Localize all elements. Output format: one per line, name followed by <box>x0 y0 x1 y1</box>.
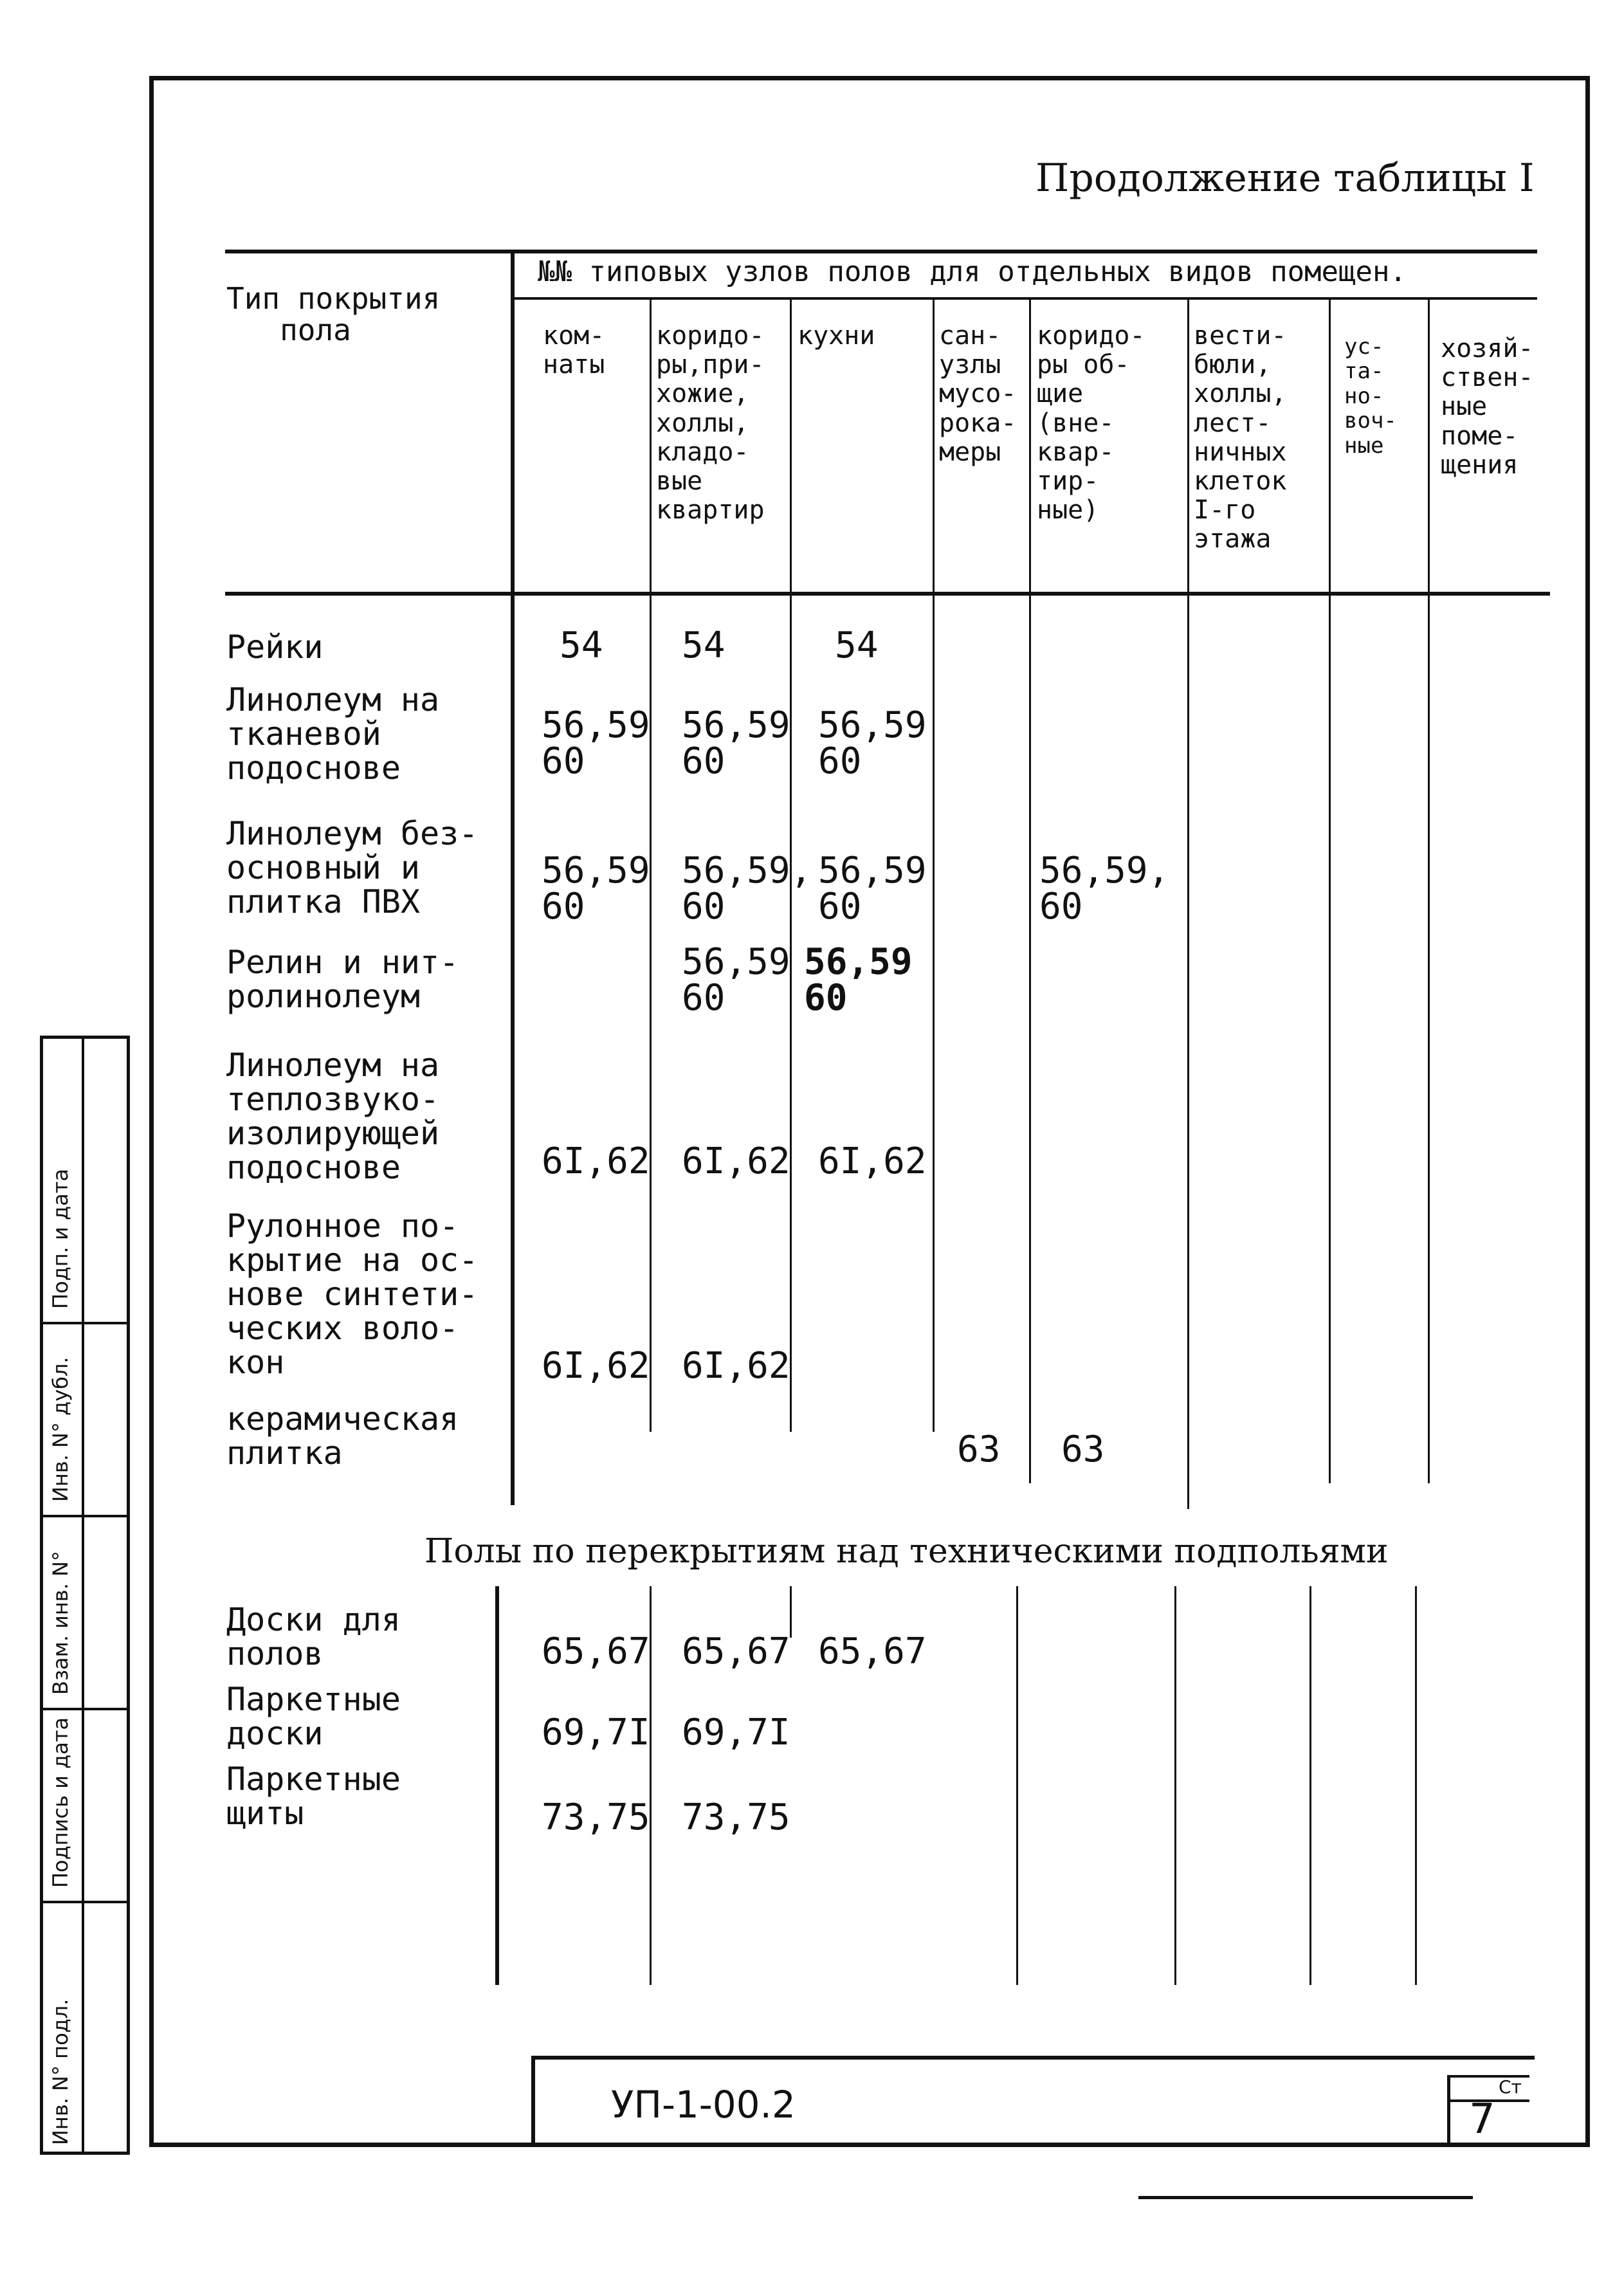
row-label: Рейки <box>226 628 324 666</box>
col-divider <box>1415 1586 1417 1985</box>
table-cell: 69,7I <box>542 1712 650 1753</box>
table-cell: 56,59 60 <box>818 704 927 782</box>
table-cell: 63 <box>957 1429 1001 1470</box>
row-label: Рулонное по- крытие на ос- нове синтети- ческих воло- кон <box>226 1207 479 1381</box>
table-cell: 73,75 <box>542 1797 650 1838</box>
col-divider <box>1016 1586 1018 1985</box>
side-stamp-label: Взам. инв. N° <box>48 1551 73 1695</box>
table-cell: 56,59 60 <box>542 704 650 782</box>
document-code: УП-1-00.2 <box>611 2083 796 2126</box>
table-cell: 73,75 <box>682 1797 790 1838</box>
group-header: №№ типовых узлов полов для отдельных видов помещен. <box>538 255 1407 288</box>
row-label: Доски для полов <box>226 1601 401 1672</box>
column-header: вести- бюли, холлы, лест- ничных клеток I-го этажа <box>1194 321 1287 554</box>
column-header: ком- наты <box>543 321 605 380</box>
group-header-rule <box>515 297 1537 300</box>
column-header: коридо- ры об- щие (вне- квар- тир- ные) <box>1037 321 1145 526</box>
table-cell: 65,67 <box>682 1631 790 1672</box>
column-header: сан- узлы мусо- рока- меры <box>939 321 1017 467</box>
table-cell: 56,59, 60 <box>1039 850 1170 928</box>
table-cell: 56,59, 60 <box>682 850 812 928</box>
side-stamp-label: Инв. N° дубл. <box>48 1357 73 1502</box>
table-cell: 69,7I <box>682 1712 790 1753</box>
col-divider <box>1187 300 1189 1509</box>
table-cell: 56,59 60 <box>682 704 790 782</box>
side-stamp-label: Подп. и дата <box>48 1169 73 1309</box>
table-cell: 6I,62 <box>542 1140 650 1182</box>
row-label: Релин и нит- ролинолеум <box>226 944 459 1015</box>
table-cell: 56,59 60 <box>804 941 913 1019</box>
row-label: Линолеум на теплозвуко- изолирующей подоснове <box>226 1047 440 1186</box>
table-cell: 6I,62 <box>682 1345 790 1387</box>
col-divider <box>1329 300 1331 1483</box>
col-divider <box>1428 300 1430 1483</box>
col-divider <box>511 251 515 1505</box>
side-stamp <box>40 1036 130 2155</box>
table-cell: 54 <box>560 625 603 666</box>
table-cell: 56,59 60 <box>542 850 650 928</box>
type-header: Тип покрытия пола <box>226 281 441 347</box>
table-cell: 54 <box>682 625 725 666</box>
col-divider <box>1174 1586 1176 1985</box>
col-divider <box>933 300 935 1432</box>
sheet-label: Ст <box>1499 2076 1522 2098</box>
row-label: Линолеум без- основный и плитка ПВХ <box>226 815 479 920</box>
table-top-rule <box>225 250 1537 253</box>
row-label: Линолеум на тканевой подоснове <box>226 681 440 787</box>
row-label: керамическая плитка <box>226 1400 459 1472</box>
table-cell: 6I,62 <box>682 1140 790 1182</box>
column-header: кухни <box>798 321 875 351</box>
section-title: Полы по перекрытиям над техническими подпольями <box>424 1532 1389 1571</box>
column-header: коридо- ры,при- хожие, холлы, кладо- вые квартир <box>656 321 765 526</box>
bottom-scan-rule <box>1138 2196 1473 2199</box>
table-cell: 6I,62 <box>818 1140 927 1182</box>
table-cell: 65,67 <box>818 1631 927 1672</box>
table-cell: 6I,62 <box>542 1345 650 1387</box>
col-divider <box>495 1586 499 1985</box>
col-divider <box>1309 1586 1311 1985</box>
side-stamp-label: Инв. N° подл. <box>48 1998 73 2145</box>
side-stamp-label: Подпись и дата <box>48 1717 73 1888</box>
table-cell: 54 <box>835 625 879 666</box>
column-header: ус- та- но- воч- ные <box>1344 334 1397 459</box>
col-divider <box>1029 300 1031 1483</box>
table-cell: 56,59 60 <box>818 850 927 928</box>
continuation-title: Продолжение таблицы I <box>1036 156 1535 201</box>
col-divider <box>790 1586 792 1638</box>
column-header: хозяй- ствен- ные поме- щения <box>1441 334 1534 480</box>
table-cell: 56,59 60 <box>682 941 790 1019</box>
row-label: Паркетные доски <box>226 1681 401 1752</box>
table-cell: 63 <box>1061 1429 1105 1470</box>
header-bottom-rule <box>225 592 1550 596</box>
sheet-number: 7 <box>1469 2096 1495 2143</box>
row-label: Паркетные щиты <box>226 1760 401 1832</box>
table-cell: 65,67 <box>542 1631 650 1672</box>
